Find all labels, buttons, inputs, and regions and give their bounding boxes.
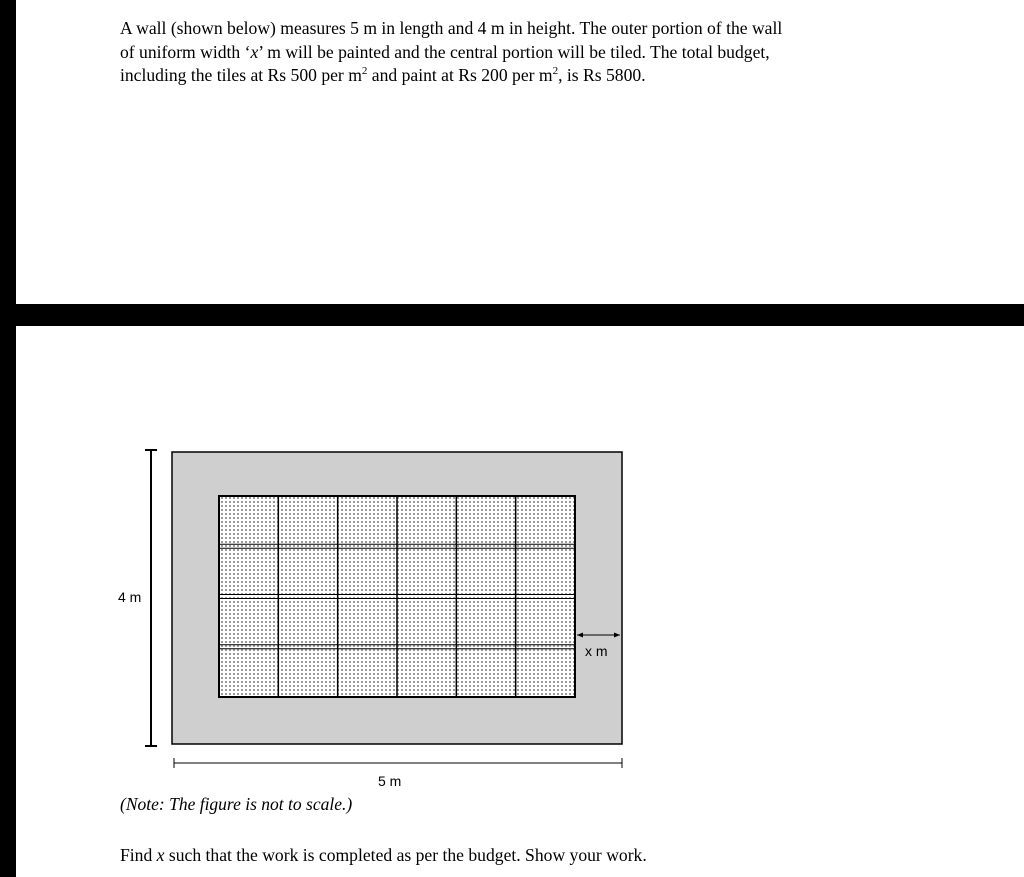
border-width-label: x m [585, 643, 608, 659]
length-label: 5 m [378, 773, 402, 786]
question-panel-top [16, 0, 1024, 304]
variable-x: x [156, 845, 165, 865]
superscript-2: 2 [361, 65, 368, 78]
wall-diagram [112, 436, 652, 786]
variable-x: x [250, 41, 259, 62]
problem-line-3b: and paint at Rs 200 per m [367, 65, 553, 85]
height-label: 4 m [118, 589, 142, 605]
problem-statement [120, 17, 910, 88]
problem-line-2b: ’ m will be painted and the central portion will be tiled. The total budget, [258, 41, 770, 62]
final-question-b: such that the work is completed as per the budget. Show your work. [164, 845, 647, 865]
final-question-a: Find [120, 845, 157, 865]
figure-note: (Note: The figure is not to scale.) [120, 794, 353, 814]
superscript-2: 2 [552, 65, 559, 78]
problem-line-1: A wall (shown below) measures 5 m in length and 4 m in height. The outer portion of the wall [120, 18, 783, 38]
question-panel-bottom [16, 326, 1024, 877]
final-question [120, 845, 647, 866]
problem-line-3c: , is Rs 5800. [558, 65, 646, 85]
problem-line-2a: of uniform width ‘ [120, 41, 251, 62]
problem-line-3a: including the tiles at Rs 500 per m [120, 65, 362, 85]
height-dimension [145, 450, 157, 746]
length-dimension [174, 758, 622, 768]
